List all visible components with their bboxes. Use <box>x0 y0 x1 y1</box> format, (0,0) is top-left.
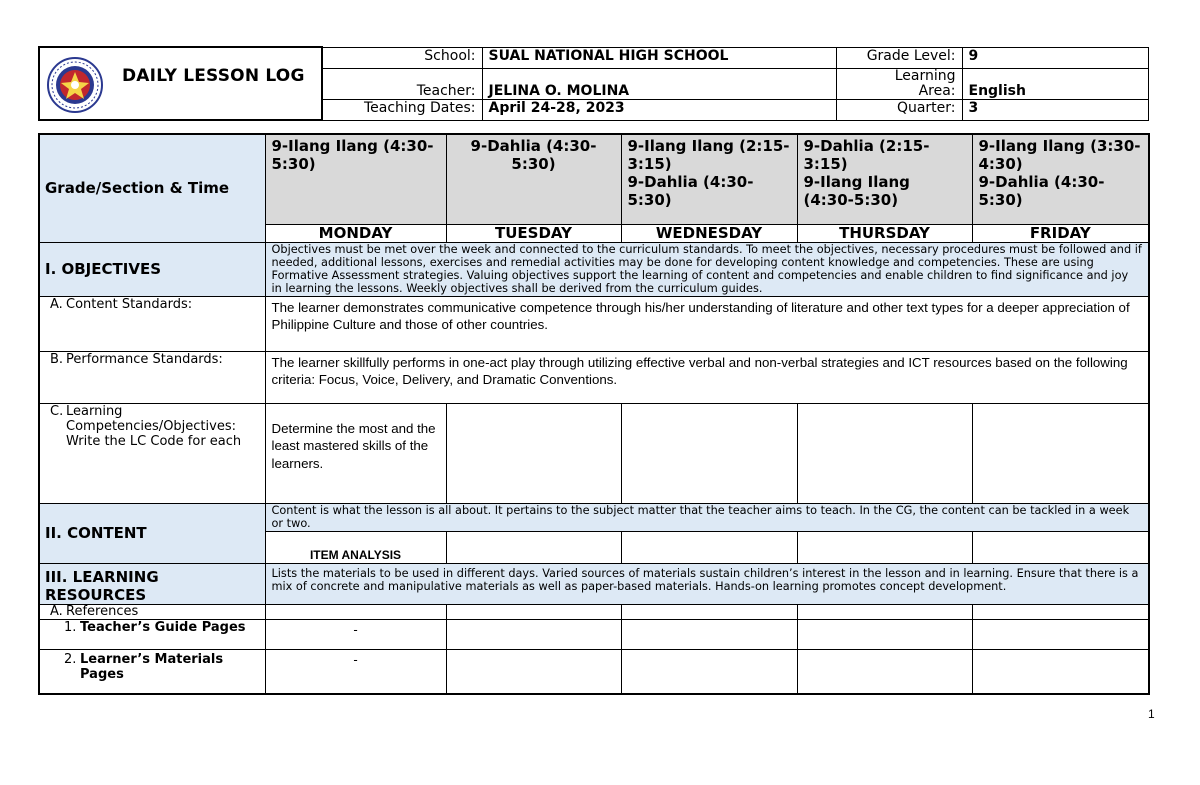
references-monday <box>265 604 446 619</box>
quarter-value: 3 <box>962 99 1148 120</box>
performance-standards-letter: B. <box>50 351 64 367</box>
schedule-friday-line2: 9-Dahlia (4:30-5:30) <box>978 173 1105 209</box>
schedule-tuesday: 9-Dahlia (4:30-5:30) <box>446 134 621 224</box>
competencies-friday <box>972 403 1149 503</box>
learners-materials-label-line2: Pages <box>80 666 124 682</box>
day-thursday: THURSDAY <box>797 224 972 242</box>
teachers-guide-num: 1. <box>64 619 77 635</box>
competencies-wednesday <box>621 403 797 503</box>
content-friday <box>972 531 1149 563</box>
deped-seal-icon <box>46 56 104 114</box>
references-label-text: References <box>66 603 139 619</box>
content-note: Content is what the lesson is all about. It pertains to the subject matter that the teacher aims to teach. In the CG, the content can be tackled in a week or two. <box>265 503 1149 531</box>
content-thursday <box>797 531 972 563</box>
references-thursday <box>797 604 972 619</box>
teachers-guide-friday <box>972 619 1149 649</box>
schedule-wednesday-line2: 9-Dahlia (4:30-5:30) <box>627 173 754 209</box>
learners-materials-num: 2. <box>64 651 77 667</box>
teacher-value: JELINA O. MOLINA <box>482 68 836 99</box>
learners-materials-friday <box>972 649 1149 694</box>
learning-area-label <box>836 68 962 99</box>
schedule-thursday <box>797 134 972 224</box>
learners-materials-thursday <box>797 649 972 694</box>
lesson-log-table <box>38 133 1150 695</box>
schedule-wednesday-line1: 9-Ilang Ilang (2:15-3:15) <box>627 137 790 173</box>
schedule-friday <box>972 134 1149 224</box>
day-friday: FRIDAY <box>972 224 1149 242</box>
references-wednesday <box>621 604 797 619</box>
competencies-monday: Determine the most and the least mastered skills of the learners. <box>265 403 446 503</box>
learners-materials-tuesday <box>446 649 621 694</box>
competencies-label-line1: Learning <box>66 403 123 419</box>
grade-section-label: Grade/Section & Time <box>39 134 265 242</box>
objectives-label: I. OBJECTIVES <box>39 242 265 296</box>
learning-area-label-line1: Learning <box>894 67 956 84</box>
learning-resources-note: Lists the materials to be used in different days. Varied sources of materials sustain children’s interest in the lesson and in learning. Ensure that there is a mix of concrete and manipulative materials as well as paper-based materials. Hands-on learning promotes concept development. <box>265 563 1149 604</box>
teaching-dates-label: Teaching Dates: <box>322 99 482 120</box>
references-letter: A. <box>50 603 63 619</box>
content-standards-text: The learner demonstrates communicative competence through his/her understanding of literature and other text types for a deeper appreciation of Philippine Culture and those of other countries. <box>265 296 1149 351</box>
competencies-thursday <box>797 403 972 503</box>
learners-materials-wednesday <box>621 649 797 694</box>
teaching-dates-value: April 24-28, 2023 <box>482 99 836 120</box>
school-label: School: <box>322 47 482 68</box>
objectives-note: Objectives must be met over the week and connected to the curriculum standards. To meet the objectives, necessary procedures must be followed and if needed, additional lessons, exercises and remedial activities may be done for developing content knowledge and competencies. These are using Formative Assessment strategies. Valuing objectives support the learning of content and competencies and enable children to find significance and joy in learning the lessons. Weekly objectives shall be derived from the curriculum guides. <box>265 242 1149 296</box>
performance-standards-text: The learner skillfully performs in one-act play through utilizing effective verbal and non-verbal strategies and ICT resources based on the following criteria: Focus, Voice, Delivery, and Dramatic Conventions. <box>265 351 1149 403</box>
learning-area-label-line2: Area: <box>918 82 956 99</box>
grade-level-label: Grade Level: <box>836 47 962 68</box>
schedule-friday-line1: 9-Ilang Ilang (3:30-4:30) <box>978 137 1141 173</box>
teachers-guide-thursday <box>797 619 972 649</box>
content-standards-label <box>39 296 265 351</box>
learning-area-value: English <box>962 68 1148 99</box>
document-title: DAILY LESSON LOG <box>122 66 305 86</box>
competencies-sub-label: Write the LC Code for each <box>66 433 242 449</box>
teachers-guide-tuesday <box>446 619 621 649</box>
grade-level-value: 9 <box>962 47 1148 68</box>
content-standards-label-text: Content Standards: <box>66 296 193 312</box>
page-number: 1 <box>1148 707 1155 721</box>
teacher-label: Teacher: <box>322 68 482 99</box>
content-monday: ITEM ANALYSIS <box>265 531 446 563</box>
references-friday <box>972 604 1149 619</box>
day-wednesday: WEDNESDAY <box>621 224 797 242</box>
teachers-guide-label-text: Teacher’s Guide Pages <box>80 619 246 635</box>
schedule-wednesday <box>621 134 797 224</box>
content-label: II. CONTENT <box>39 503 265 563</box>
school-value: SUAL NATIONAL HIGH SCHOOL <box>482 47 836 68</box>
references-label <box>39 604 265 619</box>
content-wednesday <box>621 531 797 563</box>
day-monday: MONDAY <box>265 224 446 242</box>
competencies-tuesday <box>446 403 621 503</box>
schedule-thursday-line2: 9-Ilang Ilang (4:30-5:30) <box>803 173 910 209</box>
logo-title-cell <box>39 47 322 120</box>
header-table <box>38 46 1149 121</box>
competencies-letter: C. <box>50 403 64 419</box>
content-standards-letter: A. <box>50 296 63 312</box>
learners-materials-monday: - <box>265 649 446 694</box>
schedule-thursday-line1: 9-Dahlia (2:15-3:15) <box>803 137 930 173</box>
competencies-label-line2: Competencies/Objectives: <box>66 418 236 434</box>
teachers-guide-monday: - <box>265 619 446 649</box>
competencies-label <box>39 403 265 503</box>
schedule-monday: 9-Ilang Ilang (4:30-5:30) <box>265 134 446 224</box>
quarter-label: Quarter: <box>836 99 962 120</box>
references-tuesday <box>446 604 621 619</box>
learners-materials-label-line1: Learner’s Materials <box>80 651 224 667</box>
teachers-guide-label <box>39 619 265 649</box>
learners-materials-label <box>39 649 265 694</box>
day-tuesday: TUESDAY <box>446 224 621 242</box>
performance-standards-label-text: Performance Standards: <box>66 351 223 367</box>
learning-resources-label: III. LEARNING RESOURCES <box>39 563 265 604</box>
performance-standards-label <box>39 351 265 403</box>
content-tuesday <box>446 531 621 563</box>
teachers-guide-wednesday <box>621 619 797 649</box>
